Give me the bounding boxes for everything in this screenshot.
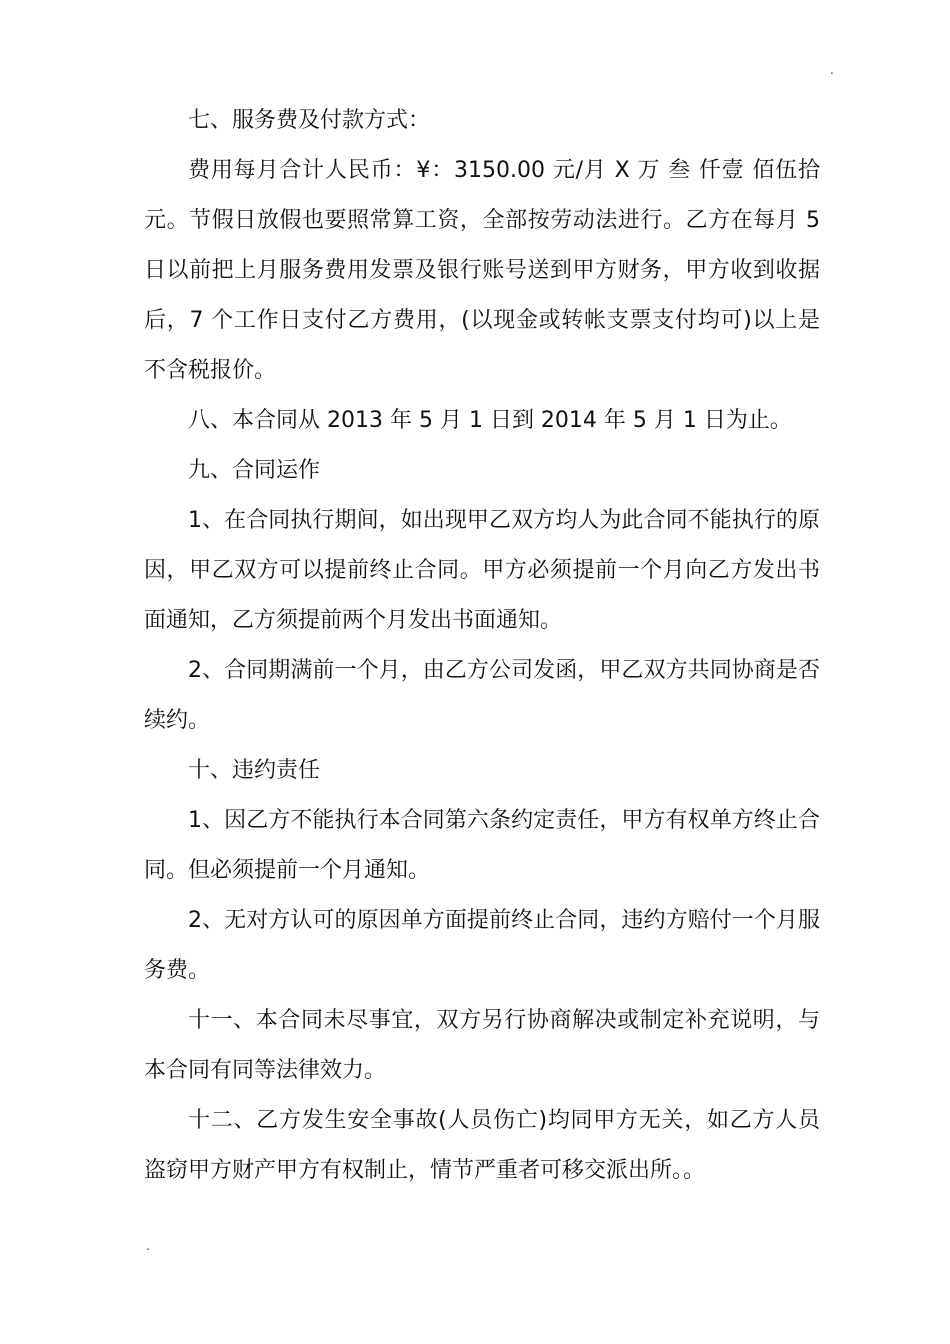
section-7-heading: 七、服务费及付款方式：	[188, 108, 431, 133]
section-10-heading: 十、违约责任	[188, 758, 321, 783]
section-9-clause-2: 2、合同期满前一个月，由乙方公司发函，甲乙双方共同协商是否续约。	[144, 658, 820, 733]
section-12-text: 十二、乙方发生安全事故(人员伤亡)均同甲方无关，如乙方人员盗窃甲方财产甲方有权制止，情节严重者可移交派出所。。	[144, 1108, 820, 1183]
contract-body	[144, 96, 820, 1196]
section-9-clause-1: 1、在合同执行期间，如出现甲乙双方均人为此合同不能执行的原因，甲乙双方可以提前终止合同。甲方必须提前一个月向乙方发出书面通知，乙方须提前两个月发出书面通知。	[144, 508, 820, 633]
header-mark: .	[830, 63, 834, 77]
footer-mark: .	[146, 1239, 150, 1253]
section-10-clause-1: 1、因乙方不能执行本合同第六条约定责任，甲方有权单方终止合同。但必须提前一个月通知。	[144, 808, 820, 883]
section-9-heading: 九、合同运作	[188, 458, 321, 483]
section-7-payment-text: 费用每月合计人民币：¥：3150.00 元/月 X 万 叁 仟壹 佰伍拾元。节假日放假也要照常算工资，全部按劳动法进行。乙方在每月 5 日以前把上月服务费用发票及银行账号送到甲方财务，甲方收到收据后，7 个工作日支付乙方费用，(以现金或转帐支票支付均可)以上是不含税报价。	[144, 158, 820, 383]
section-11-text: 十一、本合同未尽事宜，双方另行协商解决或制定补充说明，与本合同有同等法律效力。	[144, 1008, 820, 1083]
section-8-term: 八、本合同从 2013 年 5 月 1 日到 2014 年 5 月 1 日为止。	[188, 408, 792, 433]
section-10-clause-2: 2、无对方认可的原因单方面提前终止合同，违约方赔付一个月服务费。	[144, 908, 820, 983]
